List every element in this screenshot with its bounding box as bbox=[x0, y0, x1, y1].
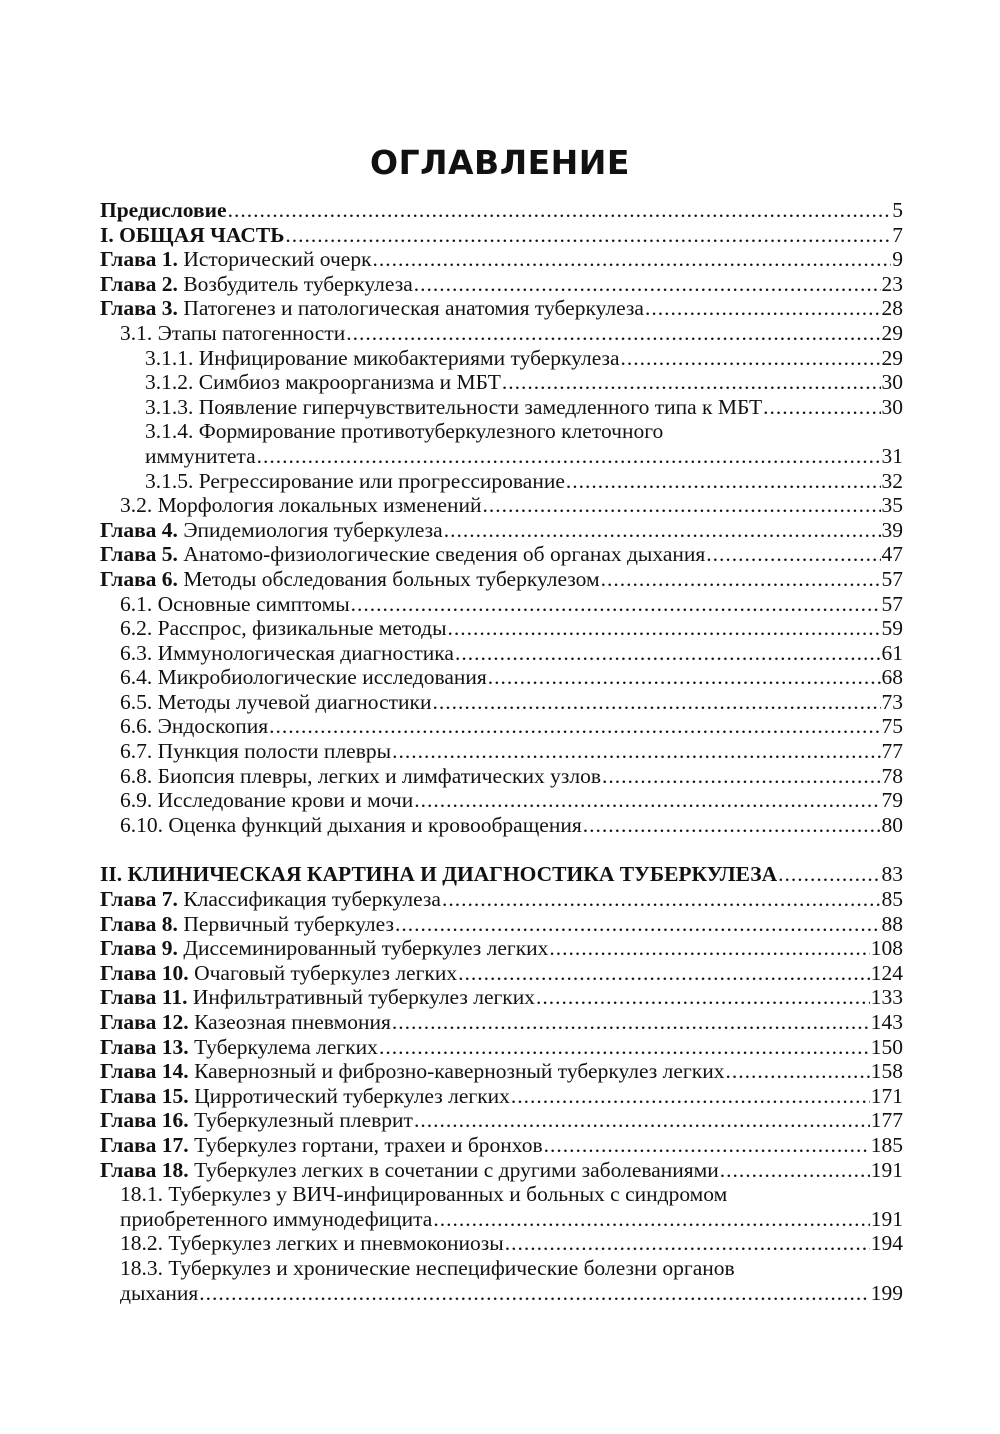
toc-entry[interactable] bbox=[100, 887, 903, 912]
toc-entry[interactable] bbox=[100, 936, 903, 961]
toc-entry[interactable] bbox=[100, 1256, 903, 1281]
entry-label bbox=[100, 567, 600, 592]
dot-leader bbox=[583, 813, 881, 838]
entry-label bbox=[120, 1256, 735, 1281]
entry-title-continued: приобретенного иммунодефицита bbox=[120, 1206, 433, 1231]
entry-title: 6.4. Микробиологические исследования bbox=[120, 665, 487, 690]
entry-page-number: 39 bbox=[881, 517, 903, 542]
toc-entry[interactable] bbox=[100, 739, 903, 764]
entry-label bbox=[100, 887, 441, 912]
entry-title: Патогенез и патологическая анатомия туберкулеза bbox=[177, 296, 644, 321]
entry-page-number: 124 bbox=[870, 960, 903, 985]
entry-page-number: 108 bbox=[870, 936, 903, 961]
entry-page-number: 9 bbox=[892, 247, 903, 272]
dot-leader bbox=[706, 542, 880, 567]
entry-page-number: 35 bbox=[881, 493, 903, 518]
toc-entry[interactable] bbox=[100, 223, 903, 248]
entry-title: 3.1.1. Инфицирование микобактериями туберкулеза bbox=[145, 345, 620, 370]
entry-label bbox=[100, 1108, 413, 1133]
entry-label bbox=[100, 961, 457, 986]
toc-entry[interactable] bbox=[100, 1133, 903, 1158]
entry-title-continued: иммунитета bbox=[145, 443, 256, 468]
dot-leader bbox=[505, 1231, 870, 1256]
entry-prefix: Глава 1. bbox=[100, 247, 178, 272]
toc-entry[interactable] bbox=[100, 764, 903, 789]
entry-title: Исторический очерк bbox=[177, 247, 372, 272]
entry-page-number: 77 bbox=[881, 739, 903, 764]
entry-title: Очаговый туберкулез легких bbox=[188, 960, 458, 985]
toc-entry[interactable] bbox=[100, 985, 903, 1010]
toc-entry[interactable] bbox=[100, 1231, 903, 1256]
dot-leader bbox=[448, 616, 881, 641]
dot-leader bbox=[511, 1084, 870, 1109]
toc-entry-continuation bbox=[100, 1207, 903, 1232]
entry-page-number: 75 bbox=[881, 714, 903, 739]
dot-leader bbox=[351, 592, 881, 617]
dot-leader bbox=[414, 1108, 870, 1133]
toc-entry[interactable] bbox=[100, 395, 903, 420]
toc-entry[interactable] bbox=[100, 493, 903, 518]
entry-title: Методы обследования больных туберкулезом bbox=[177, 566, 600, 591]
page-title: ОГЛАВЛЕНИЕ bbox=[370, 143, 630, 182]
entry-title: 3.1.4. Формирование противотуберкулезного клеточного bbox=[145, 419, 664, 444]
entry-page-number: 194 bbox=[870, 1231, 903, 1256]
entry-prefix: II. КЛИНИЧЕСКАЯ КАРТИНА И ДИАГНОСТИКА ТУБЕРКУЛЕЗА bbox=[100, 862, 778, 887]
entry-title: Диссеминированный туберкулез легких bbox=[177, 936, 549, 961]
entry-page-number: 78 bbox=[881, 763, 903, 788]
entry-label bbox=[120, 1231, 504, 1256]
toc-entry[interactable] bbox=[100, 198, 903, 223]
entry-page-number: 29 bbox=[881, 320, 903, 345]
entry-prefix: Глава 4. bbox=[100, 517, 178, 542]
entry-label bbox=[100, 985, 535, 1010]
entry-title: 3.2. Морфология локальных изменений bbox=[120, 493, 482, 518]
toc-entry[interactable] bbox=[100, 665, 903, 690]
entry-label bbox=[120, 321, 345, 346]
entry-page-number: 191 bbox=[870, 1157, 903, 1182]
entry-label bbox=[145, 469, 565, 494]
dot-leader bbox=[602, 764, 880, 789]
entry-title: 6.9. Исследование крови и мочи bbox=[120, 788, 414, 813]
entry-label bbox=[100, 1010, 391, 1035]
entry-title: Туберкулема легких bbox=[188, 1034, 378, 1059]
entry-page-number: 133 bbox=[870, 985, 903, 1010]
entry-prefix: Глава 7. bbox=[100, 887, 178, 912]
entry-prefix: I. ОБЩАЯ ЧАСТЬ bbox=[100, 222, 285, 247]
dot-leader bbox=[432, 690, 880, 715]
entry-prefix: Глава 18. bbox=[100, 1157, 189, 1182]
dot-leader bbox=[442, 887, 881, 912]
entry-label bbox=[120, 665, 487, 690]
entry-page-number: 30 bbox=[881, 370, 903, 395]
entry-label bbox=[100, 223, 284, 248]
entry-title: 18.3. Туберкулез и хронические неспецифические болезни органов bbox=[120, 1255, 735, 1280]
entry-title: 18.1. Туберкулез у ВИЧ-инфицированных и больных с синдромом bbox=[120, 1182, 728, 1207]
toc-entry[interactable] bbox=[100, 616, 903, 641]
entry-label bbox=[120, 813, 582, 838]
entry-title: 6.3. Иммунологическая диагностика bbox=[120, 640, 454, 665]
toc-entry[interactable] bbox=[100, 1108, 903, 1133]
entry-label bbox=[120, 690, 431, 715]
entry-prefix: Глава 13. bbox=[100, 1034, 189, 1059]
entry-label bbox=[120, 714, 268, 739]
toc-entry[interactable] bbox=[100, 518, 903, 543]
dot-leader bbox=[621, 346, 881, 371]
entry-title: 6.6. Эндоскопия bbox=[120, 714, 269, 739]
entry-title: Анатомо-физиологические сведения об органах дыхания bbox=[177, 542, 706, 567]
entry-page-number: 31 bbox=[881, 443, 903, 468]
entry-title: Туберкулезный плеврит bbox=[188, 1108, 413, 1133]
dot-leader bbox=[433, 1207, 869, 1232]
entry-page-number: 59 bbox=[881, 616, 903, 641]
entry-label bbox=[120, 764, 601, 789]
toc-entry[interactable] bbox=[100, 272, 903, 297]
entry-title: Цирротический туберкулез легких bbox=[188, 1083, 510, 1108]
toc-entry[interactable] bbox=[100, 321, 903, 346]
toc-entry[interactable] bbox=[100, 641, 903, 666]
entry-label bbox=[100, 247, 372, 272]
toc-entry[interactable] bbox=[100, 862, 903, 887]
toc-entry[interactable] bbox=[100, 1182, 903, 1207]
dot-leader bbox=[379, 1035, 870, 1060]
entry-title-continued: дыхания bbox=[120, 1280, 199, 1305]
entry-title: Эпидемиология туберкулеза bbox=[177, 517, 443, 542]
dot-leader bbox=[395, 912, 881, 937]
toc-entry-continuation bbox=[100, 444, 903, 469]
entry-prefix: Глава 15. bbox=[100, 1083, 189, 1108]
entry-prefix: Глава 6. bbox=[100, 566, 178, 591]
dot-leader bbox=[763, 395, 880, 420]
toc-entry[interactable] bbox=[100, 567, 903, 592]
dot-leader bbox=[566, 469, 881, 494]
entry-page-number: 79 bbox=[881, 788, 903, 813]
dot-leader bbox=[488, 665, 881, 690]
toc-entry[interactable] bbox=[100, 1084, 903, 1109]
toc-entry[interactable] bbox=[100, 542, 903, 567]
entry-page-number: 158 bbox=[870, 1059, 903, 1084]
entry-page-number: 83 bbox=[881, 862, 903, 887]
entry-title: 3.1.3. Появление гиперчувствительности замедленного типа к МБТ bbox=[145, 394, 763, 419]
toc-entry[interactable] bbox=[100, 690, 903, 715]
entry-prefix: Глава 17. bbox=[100, 1132, 189, 1157]
entry-label bbox=[100, 1035, 378, 1060]
dot-leader bbox=[549, 936, 869, 961]
entry-label bbox=[100, 1084, 510, 1109]
toc-entry-continuation bbox=[100, 1281, 903, 1306]
dot-leader bbox=[392, 739, 880, 764]
entry-prefix: Глава 2. bbox=[100, 271, 178, 296]
entry-label bbox=[120, 641, 454, 666]
dot-leader bbox=[536, 985, 870, 1010]
entry-title: 6.1. Основные симптомы bbox=[120, 591, 350, 616]
toc-entry[interactable] bbox=[100, 1059, 903, 1084]
entry-label bbox=[100, 1133, 543, 1158]
entry-page-number: 143 bbox=[870, 1010, 903, 1034]
entry-page-number: 185 bbox=[870, 1132, 903, 1157]
entry-prefix: Глава 16. bbox=[100, 1108, 189, 1133]
toc-entry[interactable] bbox=[100, 592, 903, 617]
dot-leader bbox=[257, 444, 881, 469]
entry-label bbox=[120, 739, 391, 764]
dot-leader bbox=[645, 296, 881, 321]
entry-label bbox=[120, 592, 350, 617]
entry-label bbox=[145, 419, 663, 444]
entry-page-number: 7 bbox=[892, 222, 903, 247]
entry-prefix: Глава 9. bbox=[100, 936, 178, 961]
entry-page-number: 57 bbox=[881, 566, 903, 591]
entry-page-number: 199 bbox=[870, 1280, 903, 1305]
entry-title: Туберкулез легких в сочетании с другими заболеваниями bbox=[188, 1157, 719, 1182]
dot-leader bbox=[725, 1059, 869, 1084]
entry-label bbox=[120, 493, 482, 518]
toc-entry[interactable] bbox=[100, 912, 903, 937]
dot-leader bbox=[720, 1158, 870, 1183]
entry-label bbox=[100, 198, 227, 223]
entry-label bbox=[145, 346, 620, 371]
entry-prefix: Глава 11. bbox=[100, 985, 188, 1010]
entry-prefix: Предисловие bbox=[100, 198, 227, 222]
entry-title: 18.2. Туберкулез легких и пневмокониозы bbox=[120, 1231, 504, 1256]
entry-title: Классификация туберкулеза bbox=[177, 887, 441, 912]
entry-label bbox=[120, 616, 447, 641]
entry-page-number: 28 bbox=[881, 296, 903, 321]
dot-leader bbox=[444, 518, 881, 543]
entry-prefix: Глава 12. bbox=[100, 1010, 189, 1034]
entry-page-number: 61 bbox=[881, 640, 903, 665]
dot-leader bbox=[285, 223, 891, 248]
entry-title: 3.1. Этапы патогенности bbox=[120, 320, 346, 345]
entry-prefix: Глава 10. bbox=[100, 960, 189, 985]
dot-leader bbox=[601, 567, 881, 592]
dot-leader bbox=[269, 714, 880, 739]
entry-page-number: 177 bbox=[870, 1108, 903, 1133]
entry-title: 6.2. Расспрос, физикальные методы bbox=[120, 616, 447, 641]
entry-page-number: 88 bbox=[881, 911, 903, 936]
entry-label bbox=[120, 1182, 727, 1207]
entry-label bbox=[100, 296, 644, 321]
entry-label bbox=[100, 912, 394, 937]
dot-leader bbox=[392, 1010, 870, 1035]
entry-label bbox=[120, 788, 413, 813]
entry-page-number: 57 bbox=[881, 591, 903, 616]
toc-entry[interactable] bbox=[100, 469, 903, 494]
entry-title: 6.8. Биопсия плевры, легких и лимфатических узлов bbox=[120, 763, 602, 788]
entry-title: Туберкулез гортани, трахеи и бронхов bbox=[188, 1132, 543, 1157]
toc-entry[interactable] bbox=[100, 1158, 903, 1183]
entry-page-number: 47 bbox=[881, 542, 903, 567]
toc-entry[interactable] bbox=[100, 1010, 903, 1035]
toc-entry[interactable] bbox=[100, 370, 903, 395]
dot-leader bbox=[414, 788, 880, 813]
entry-page-number: 23 bbox=[881, 271, 903, 296]
entry-page-number: 30 bbox=[881, 394, 903, 419]
entry-label bbox=[100, 518, 443, 543]
entry-title: 6.7. Пункция полости плевры bbox=[120, 739, 392, 764]
entry-page-number: 68 bbox=[881, 665, 903, 690]
toc-entry[interactable] bbox=[100, 961, 903, 986]
entry-label bbox=[100, 1059, 724, 1084]
toc-entry[interactable] bbox=[100, 1035, 903, 1060]
dot-leader bbox=[458, 961, 870, 986]
table-of-contents bbox=[100, 198, 903, 1305]
entry-page-number: 80 bbox=[881, 812, 903, 837]
entry-page-number: 73 bbox=[881, 689, 903, 714]
entry-label bbox=[100, 542, 705, 567]
entry-title: Возбудитель туберкулеза bbox=[177, 271, 413, 296]
dot-leader bbox=[199, 1281, 869, 1306]
toc-entry[interactable] bbox=[100, 296, 903, 321]
toc-entry[interactable] bbox=[100, 813, 903, 838]
dot-leader bbox=[502, 370, 881, 395]
entry-page-number: 5 bbox=[892, 198, 903, 222]
entry-prefix: Глава 14. bbox=[100, 1059, 189, 1084]
entry-title: Кавернозный и фиброзно-кавернозный туберкулез легких bbox=[188, 1059, 725, 1084]
toc-entry[interactable] bbox=[100, 714, 903, 739]
entry-label bbox=[145, 370, 501, 395]
entry-page-number: 191 bbox=[870, 1206, 903, 1231]
dot-leader bbox=[346, 321, 880, 346]
entry-title: 6.10. Оценка функций дыхания и кровообращения bbox=[120, 812, 582, 837]
dot-leader bbox=[778, 862, 880, 887]
entry-page-number: 32 bbox=[881, 468, 903, 493]
entry-title: Казеозная пневмония bbox=[188, 1010, 391, 1034]
entry-label bbox=[145, 395, 762, 420]
toc-entry[interactable] bbox=[100, 247, 903, 272]
dot-leader bbox=[483, 493, 881, 518]
entry-label bbox=[100, 272, 413, 297]
entry-title: 3.1.5. Регрессирование или прогрессирование bbox=[145, 468, 565, 493]
entry-prefix: Глава 8. bbox=[100, 911, 178, 936]
dot-leader bbox=[373, 247, 892, 272]
entry-page-number: 171 bbox=[870, 1083, 903, 1108]
toc-entry[interactable] bbox=[100, 788, 903, 813]
entry-label bbox=[100, 1158, 719, 1183]
entry-prefix: Глава 3. bbox=[100, 296, 178, 321]
entry-title: 6.5. Методы лучевой диагностики bbox=[120, 689, 432, 714]
entry-title: 3.1.2. Симбиоз макроорганизма и МБТ bbox=[145, 370, 501, 395]
entry-title: Первичный туберкулез bbox=[177, 911, 394, 936]
entry-page-number: 150 bbox=[870, 1034, 903, 1059]
dot-leader bbox=[228, 198, 892, 223]
entry-label bbox=[100, 936, 548, 961]
dot-leader bbox=[414, 272, 881, 297]
entry-prefix: Глава 5. bbox=[100, 542, 178, 567]
toc-entry[interactable] bbox=[100, 346, 903, 371]
entry-page-number: 29 bbox=[881, 345, 903, 370]
entry-title: Инфильтративный туберкулез легких bbox=[187, 985, 536, 1010]
dot-leader bbox=[455, 641, 881, 666]
entry-page-number: 85 bbox=[881, 887, 903, 912]
dot-leader bbox=[544, 1133, 870, 1158]
entry-label bbox=[100, 862, 777, 887]
toc-entry[interactable] bbox=[100, 419, 903, 444]
